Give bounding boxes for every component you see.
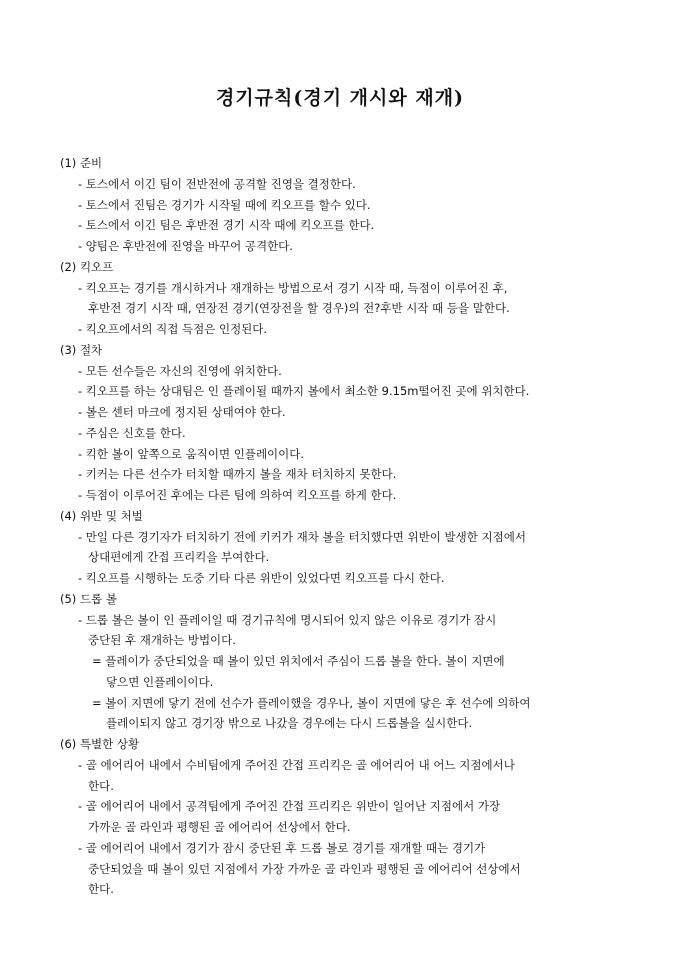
text-line: - 골 에어리어 내에서 경기가 잠시 중단된 후 드롭 볼로 경기를 재개할 때는 경기가 bbox=[78, 840, 486, 855]
text-line: = 플레이가 중단되었을 때 볼이 있던 위치에서 주심이 드롭 볼을 한다. 볼이 지면에 bbox=[92, 654, 505, 668]
text-line: - 킥오프는 경기를 개시하거나 재개하는 방법으로서 경기 시작 때, 득점이 이루어진 후, bbox=[78, 280, 508, 295]
text-line: 닿으면 인플레이이다. bbox=[106, 674, 214, 689]
text-line: - 골 에어리어 내에서 공격팀에게 주어진 간접 프리킥은 위반이 일어난 지점에서 가장 bbox=[78, 799, 501, 814]
text-line: 플레이되지 않고 경기장 밖으로 나갔을 경우에는 다시 드롭볼을 실시한다. bbox=[106, 716, 473, 731]
text-line: - 킥오프에서의 직접 득점은 인정된다. bbox=[78, 322, 268, 336]
text-line: 가까운 골 라인과 평행된 골 에어리어 선상에서 한다. bbox=[88, 820, 351, 834]
section-heading: (3) 절차 bbox=[60, 342, 103, 357]
text-line: - 킥오프를 시행하는 도중 기타 다른 위반이 있었다면 킥오프를 다시 한다. bbox=[78, 571, 445, 585]
page-title: 경기규칙(경기 개시와 재개) bbox=[215, 87, 465, 109]
text-line: - 득점이 이루어진 후에는 다른 팀에 의하여 킥오프를 하게 한다. bbox=[78, 488, 397, 502]
text-line: 중단된 후 재개하는 방법이다. bbox=[88, 633, 236, 648]
text-line: - 드롭 볼은 볼이 인 플레이일 때 경기규칙에 명시되어 있지 않은 이유로 경기가 잠시 bbox=[78, 612, 497, 627]
text-line: - 주심은 신호를 한다. bbox=[78, 425, 186, 440]
text-line: - 토스에서 이긴 팀이 전반전에 공격할 진영을 결정한다. bbox=[78, 176, 356, 191]
text-line: = 볼이 지면에 닿기 전에 선수가 플레이했을 경우나, 볼이 지면에 닿은 후 선수에 의하여 bbox=[92, 695, 531, 710]
section-heading: (5) 드롭 볼 bbox=[60, 591, 117, 606]
document-body bbox=[60, 153, 660, 900]
text-line: 한다. bbox=[88, 882, 114, 897]
text-line: 후반전 경기 시작 때, 연장전 경기(연장전을 할 경우)의 전?후반 시작 때 등을 말한다. bbox=[88, 301, 510, 316]
text-line: 상대편에게 간접 프리킥을 부여한다. bbox=[88, 550, 270, 565]
text-line: - 킥오프를 하는 상대팀은 인 플레이될 때까지 볼에서 최소한 9.15m떨어진 곳에 위치한다. bbox=[78, 384, 530, 399]
text-line: - 토스에서 이긴 팀은 후반전 경기 시작 때에 킥오프를 한다. bbox=[78, 218, 375, 233]
text-line: - 킥한 볼이 앞쪽으로 움직이면 인플레이이다. bbox=[78, 446, 305, 461]
section-heading: (6) 특별한 상황 bbox=[60, 737, 140, 751]
section-heading: (4) 위반 및 처벌 bbox=[60, 508, 143, 523]
text-line: - 양팀은 후반전에 진영을 바꾸어 공격한다. bbox=[78, 239, 293, 253]
section-heading: (2) 킥오프 bbox=[60, 259, 114, 274]
text-line: 중단되었을 때 볼이 있던 지점에서 가장 가까운 골 라인과 평행된 골 에어리어 선상에서 bbox=[88, 861, 521, 876]
section-heading: (1) 준비 bbox=[60, 156, 103, 170]
text-line: - 만일 다른 경기자가 터치하기 전에 키커가 재차 볼을 터치했다면 위반이 발생한 지점에서 bbox=[78, 529, 526, 544]
text-line: - 모든 선수들은 자신의 진영에 위치한다. bbox=[78, 363, 282, 378]
text-line: 한다. bbox=[88, 778, 114, 793]
text-line: - 키커는 다른 선수가 터치할 때까지 볼을 재차 터치하지 못한다. bbox=[78, 467, 397, 482]
text-line: - 볼은 센터 마크에 정지된 상태여야 한다. bbox=[78, 405, 286, 419]
text-line: - 토스에서 진팀은 경기가 시작될 때에 킥오프를 할수 있다. bbox=[78, 197, 371, 212]
text-line: - 골 에어리어 내에서 수비팀에게 주어진 간접 프리킥은 골 에어리어 내 어느 지점에서나 bbox=[78, 757, 515, 772]
